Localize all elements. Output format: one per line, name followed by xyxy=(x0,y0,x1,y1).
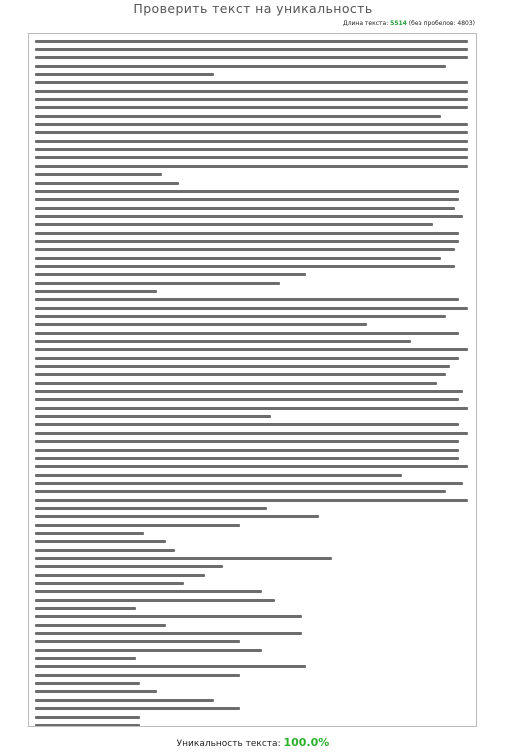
text-line xyxy=(32,546,473,554)
text-line xyxy=(32,171,473,179)
text-line xyxy=(32,221,473,229)
text-line-placeholder xyxy=(35,332,459,335)
text-line-placeholder xyxy=(35,640,240,643)
text-line-placeholder xyxy=(35,48,468,51)
text-line xyxy=(32,596,473,604)
text-line xyxy=(32,87,473,95)
text-line xyxy=(32,354,473,362)
text-line-placeholder xyxy=(35,90,468,93)
text-line-placeholder xyxy=(35,115,441,118)
text-line xyxy=(32,621,473,629)
text-line-placeholder xyxy=(35,707,240,710)
text-line xyxy=(32,438,473,446)
text-line-placeholder xyxy=(35,148,468,151)
text-line xyxy=(32,579,473,587)
text-line xyxy=(32,162,473,170)
text-line xyxy=(32,371,473,379)
text-line xyxy=(32,529,473,537)
text-line xyxy=(32,204,473,212)
text-line-placeholder xyxy=(35,282,280,285)
text-line-placeholder xyxy=(35,482,463,485)
text-line-placeholder xyxy=(35,582,184,585)
text-line-placeholder xyxy=(35,590,262,593)
text-line xyxy=(32,721,473,727)
text-line-placeholder xyxy=(35,557,332,560)
text-line xyxy=(32,646,473,654)
text-line-placeholder xyxy=(35,340,411,343)
text-line xyxy=(32,262,473,270)
text-line xyxy=(32,296,473,304)
text-line-placeholder xyxy=(35,665,306,668)
text-line xyxy=(32,179,473,187)
text-line xyxy=(32,129,473,137)
text-line-placeholder xyxy=(35,373,446,376)
text-line xyxy=(32,246,473,254)
text-line-placeholder xyxy=(35,674,240,677)
text-line-placeholder xyxy=(35,215,463,218)
text-line-placeholder xyxy=(35,624,166,627)
text-line xyxy=(32,488,473,496)
text-line-placeholder xyxy=(35,232,459,235)
text-line xyxy=(32,688,473,696)
text-line-placeholder xyxy=(35,298,459,301)
text-length-no-spaces: (без пробелов: 4803) xyxy=(408,20,475,27)
text-line-placeholder xyxy=(35,190,459,193)
text-line-placeholder xyxy=(35,716,140,719)
text-line-placeholder xyxy=(35,156,468,159)
text-length-value: 5514 xyxy=(390,20,407,27)
text-line-placeholder xyxy=(35,106,468,109)
text-line xyxy=(32,471,473,479)
text-line-placeholder xyxy=(35,357,459,360)
text-line-placeholder xyxy=(35,182,179,185)
text-line xyxy=(32,412,473,420)
text-line-placeholder xyxy=(35,198,459,201)
text-line-placeholder xyxy=(35,173,162,176)
text-line-placeholder xyxy=(35,165,468,168)
text-line-placeholder xyxy=(35,273,306,276)
text-line-placeholder xyxy=(35,540,166,543)
text-line-placeholder xyxy=(35,257,441,260)
text-line-placeholder xyxy=(35,449,459,452)
text-line-placeholder xyxy=(35,724,140,727)
text-line xyxy=(32,254,473,262)
text-line xyxy=(32,396,473,404)
text-line xyxy=(32,521,473,529)
text-line xyxy=(32,454,473,462)
text-line xyxy=(32,54,473,62)
text-input-area[interactable] xyxy=(28,33,477,727)
text-line xyxy=(32,321,473,329)
text-line xyxy=(32,696,473,704)
text-line xyxy=(32,671,473,679)
text-line xyxy=(32,446,473,454)
text-line xyxy=(32,663,473,671)
text-line xyxy=(32,196,473,204)
text-line xyxy=(32,137,473,145)
text-line xyxy=(32,229,473,237)
text-line xyxy=(32,613,473,621)
text-line xyxy=(32,337,473,345)
text-line xyxy=(32,120,473,128)
text-line-placeholder xyxy=(35,607,136,610)
text-line xyxy=(32,679,473,687)
text-line xyxy=(32,62,473,70)
text-line xyxy=(32,429,473,437)
text-line-placeholder xyxy=(35,682,140,685)
text-line xyxy=(32,563,473,571)
text-line xyxy=(32,588,473,596)
text-line-placeholder xyxy=(35,532,144,535)
text-line-placeholder xyxy=(35,65,446,68)
text-line-placeholder xyxy=(35,348,468,351)
text-line xyxy=(32,45,473,53)
text-line-placeholder xyxy=(35,574,205,577)
text-line xyxy=(32,237,473,245)
text-line-placeholder xyxy=(35,240,459,243)
text-line xyxy=(32,37,473,45)
text-line xyxy=(32,463,473,471)
text-line xyxy=(32,279,473,287)
text-line-placeholder xyxy=(35,407,468,410)
text-line-placeholder xyxy=(35,56,468,59)
text-line xyxy=(32,95,473,103)
text-line-placeholder xyxy=(35,207,455,210)
text-line-placeholder xyxy=(35,632,302,635)
text-line-placeholder xyxy=(35,499,468,502)
text-line-placeholder xyxy=(35,315,446,318)
text-line xyxy=(32,638,473,646)
text-line xyxy=(32,287,473,295)
text-line xyxy=(32,312,473,320)
text-line xyxy=(32,346,473,354)
text-line xyxy=(32,271,473,279)
text-line xyxy=(32,304,473,312)
text-line-placeholder xyxy=(35,565,223,568)
text-line xyxy=(32,379,473,387)
text-line xyxy=(32,554,473,562)
text-line xyxy=(32,571,473,579)
text-line-placeholder xyxy=(35,365,450,368)
text-line xyxy=(32,404,473,412)
text-line-placeholder xyxy=(35,440,459,443)
text-line-placeholder xyxy=(35,40,468,43)
text-line-placeholder xyxy=(35,599,275,602)
text-line xyxy=(32,70,473,78)
text-line-placeholder xyxy=(35,423,459,426)
text-line xyxy=(32,654,473,662)
text-line-placeholder xyxy=(35,490,446,493)
text-line xyxy=(32,112,473,120)
text-line-placeholder xyxy=(35,382,437,385)
text-line xyxy=(32,187,473,195)
text-line xyxy=(32,154,473,162)
text-line-placeholder xyxy=(35,524,240,527)
text-length-label: Длина текста: xyxy=(343,20,389,27)
text-line xyxy=(32,538,473,546)
text-line xyxy=(32,513,473,521)
text-line-placeholder xyxy=(35,265,455,268)
text-line-placeholder xyxy=(35,131,468,134)
text-line-placeholder xyxy=(35,415,271,418)
text-line xyxy=(32,79,473,87)
text-line-placeholder xyxy=(35,248,455,251)
text-line xyxy=(32,387,473,395)
text-line-placeholder xyxy=(35,549,175,552)
text-line xyxy=(32,713,473,721)
text-line xyxy=(32,421,473,429)
uniqueness-label: Уникальность текста: xyxy=(176,739,281,749)
text-line xyxy=(32,504,473,512)
text-line-placeholder xyxy=(35,307,468,310)
text-line-placeholder xyxy=(35,98,468,101)
text-line xyxy=(32,145,473,153)
text-line-placeholder xyxy=(35,123,468,126)
text-length-info xyxy=(343,20,475,27)
text-line xyxy=(32,329,473,337)
text-line xyxy=(32,362,473,370)
text-line-placeholder xyxy=(35,615,302,618)
uniqueness-value: 100.0% xyxy=(283,736,330,749)
text-line-placeholder xyxy=(35,73,214,76)
text-line-placeholder xyxy=(35,398,459,401)
text-line-placeholder xyxy=(35,515,319,518)
text-line xyxy=(32,604,473,612)
text-line xyxy=(32,212,473,220)
text-line xyxy=(32,479,473,487)
text-line-placeholder xyxy=(35,223,433,226)
uniqueness-result xyxy=(0,736,506,749)
text-line-placeholder xyxy=(35,507,267,510)
text-line-placeholder xyxy=(35,390,463,393)
text-line-placeholder xyxy=(35,699,214,702)
text-line-placeholder xyxy=(35,290,157,293)
text-line xyxy=(32,104,473,112)
text-line-placeholder xyxy=(35,323,367,326)
text-line-placeholder xyxy=(35,457,459,460)
text-line xyxy=(32,629,473,637)
text-line-placeholder xyxy=(35,465,468,468)
page-title: Проверить текст на уникальность xyxy=(133,1,373,16)
text-line-placeholder xyxy=(35,690,157,693)
text-line xyxy=(32,705,473,713)
text-line-placeholder xyxy=(35,649,262,652)
text-line-placeholder xyxy=(35,474,402,477)
text-line xyxy=(32,496,473,504)
text-line-placeholder xyxy=(35,81,468,84)
text-line-placeholder xyxy=(35,432,468,435)
text-line-placeholder xyxy=(35,140,468,143)
text-line-placeholder xyxy=(35,657,136,660)
